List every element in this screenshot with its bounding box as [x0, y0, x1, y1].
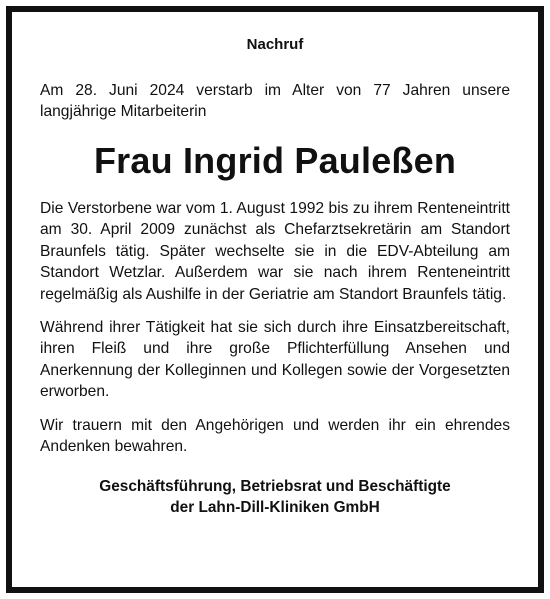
signature-line-2: der Lahn-Dill-Kliniken GmbH — [170, 499, 380, 517]
paragraph-merits: Während ihrer Tätigkeit hat sie sich durch ihre Einsatzbereitschaft, ihren Fleiß und ihre große Pflichterfüllung Ansehen und Anerkennung der Kolleginnen und Kollegen sowie der Vorgesetzten erworben. — [40, 319, 510, 401]
obituary-heading: Nachruf — [246, 36, 304, 53]
obituary-frame — [6, 6, 544, 593]
paragraph-condolence: Wir trauern mit den Angehörigen und werden ihr ein ehrendes Andenken bewahren. — [40, 416, 510, 456]
obituary-intro: Am 28. Juni 2024 verstarb im Alter von 77 Jahren unsere langjährige Mitarbeiterin — [40, 82, 510, 120]
deceased-name: Frau Ingrid Pauleßen — [93, 140, 457, 181]
paragraph-career: Die Verstorbene war vom 1. August 1992 bis zu ihrem Renteneintritt am 30. April 2009 zunächst als Chefarztsekretärin am Standort Braunfels tätig. Später wechselte sie in die EDV-Abteilung am Standort Wetzlar. Außerdem war sie nach ihrem Renteneintritt regelmäßig als Aushilfe in der Geriatrie am Standort Braunfels tätig. — [40, 200, 510, 303]
signature-block — [40, 476, 510, 518]
obituary-content — [40, 36, 510, 518]
signature-line-1: Geschäftsführung, Betriebsrat und Beschäftigte — [99, 478, 451, 496]
